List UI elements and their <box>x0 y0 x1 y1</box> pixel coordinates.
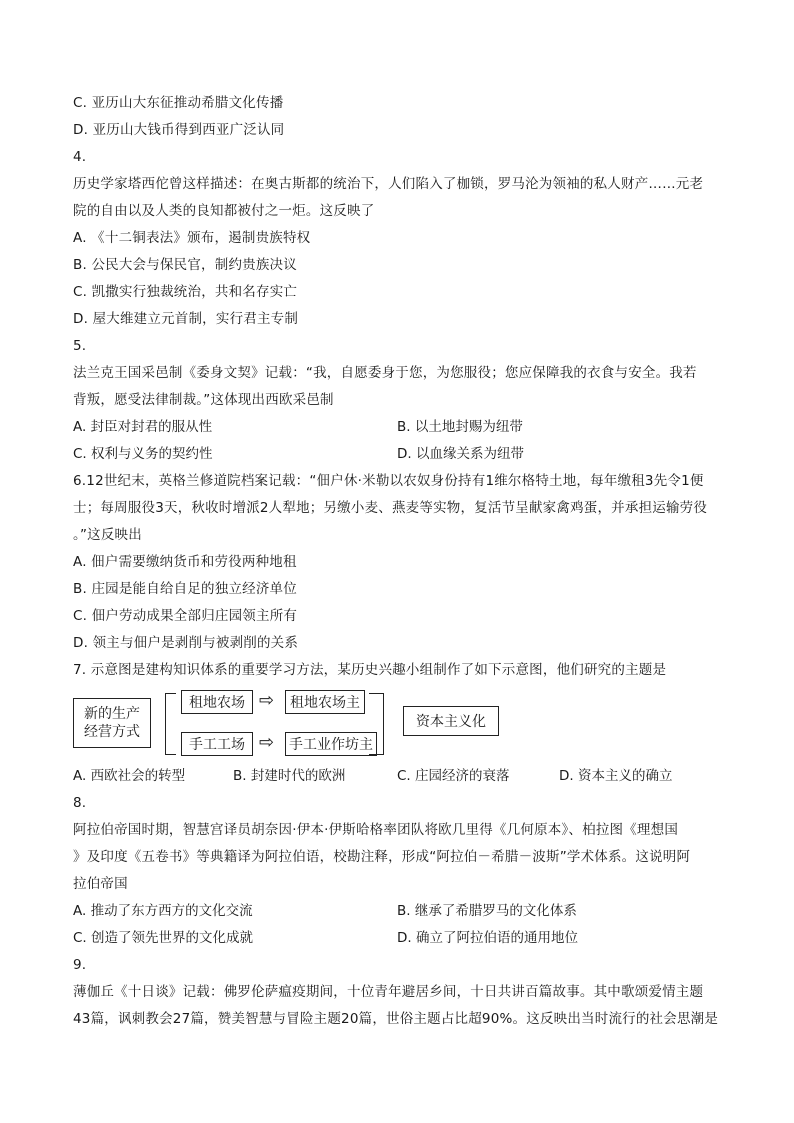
q4-option-b: B. 公民大会与保民官，制约贵族决议 <box>73 257 297 273</box>
diagram-rented-farm-owner-box: 租地农场主 <box>285 690 365 714</box>
q7-option-b: B. 封建时代的欧洲 <box>233 768 346 784</box>
q8-number: 8. <box>73 795 87 811</box>
diagram-new-production-line1: 新的生产 <box>84 706 140 722</box>
q5-stem-line2: 背叛，愿受法律制裁。”这体现出西欧采邑制 <box>73 392 334 408</box>
diagram-left-bracket <box>165 693 176 755</box>
q9-stem-line2: 43篇，讽刺教会27篇，赞美智慧与冒险主题20篇，世俗主题占比超90%。这反映出当时流行的社会思潮是 <box>73 1011 719 1027</box>
q6-option-a: A. 佃户需要缴纳货币和劳役两种地租 <box>73 554 297 570</box>
q8-option-c: C. 创造了领先世界的文化成就 <box>73 930 254 946</box>
diagram-capitalization-box: 资本主义化 <box>403 706 499 736</box>
q4-stem-line1: 历史学家塔西佗曾这样描述：在奥古斯都的统治下，人们陷入了枷锁，罗马沦为领袖的私人财产……元老 <box>73 176 704 192</box>
q5-option-d: D. 以血缘关系为纽带 <box>397 446 524 462</box>
q4-stem-line2: 院的自由以及人类的良知都被付之一炬。这反映了 <box>73 203 375 219</box>
q5-number: 5. <box>73 338 87 354</box>
diagram-rented-farm-box: 租地农场 <box>181 690 253 714</box>
q6-stem-line1: 6.12世纪末，英格兰修道院档案记载：“佃户休·米勒以农奴身份持有1维尔格特土地，每年缴租3先令1便 <box>73 473 704 489</box>
q4-number: 4. <box>73 149 87 165</box>
q6-option-d: D. 领主与佃户是剥削与被剥削的关系 <box>73 635 299 651</box>
q7-diagram <box>73 690 503 756</box>
q8-stem-line2: 》及印度《五卷书》等典籍译为阿拉伯语，校勘注释，形成“阿拉伯－希腊－波斯”学术体系。这说明阿 <box>73 849 691 865</box>
diagram-arrow-bottom-icon: ⇨ <box>259 732 275 753</box>
q9-stem-line1: 薄伽丘《十日谈》记载：佛罗伦萨瘟疫期间，十位青年避居乡间，十日共讲百篇故事。其中歌颂爱情主题 <box>73 984 704 1000</box>
q8-stem-line1: 阿拉伯帝国时期，智慧宫译员胡奈因·伊本·伊斯哈格率团队将欧几里得《几何原本》、柏拉图《理想国 <box>73 822 679 838</box>
q7-stem: 7. 示意图是建构知识体系的重要学习方法，某历史兴趣小组制作了如下示意图，他们研究的主题是 <box>73 662 667 678</box>
q4-option-d: D. 屋大维建立元首制，实行君主专制 <box>73 311 299 327</box>
q9-number: 9. <box>73 957 87 973</box>
q6-stem-line2: 士；每周服役3天，秋收时增派2人犁地；另缴小麦、燕麦等实物，复活节呈献家禽鸡蛋，并承担运输劳役 <box>73 500 708 516</box>
q5-option-a: A. 封臣对封君的服从性 <box>73 419 213 435</box>
diagram-right-bracket <box>369 693 384 755</box>
q7-option-c: C. 庄园经济的衰落 <box>397 768 510 784</box>
q7-option-d: D. 资本主义的确立 <box>559 768 673 784</box>
q5-option-b: B. 以土地封赐为纽带 <box>397 419 523 435</box>
q5-stem-line1: 法兰克王国采邑制《委身文契》记载：“我，自愿委身于您，为您服役；您应保障我的衣食与安全。我若 <box>73 365 697 381</box>
q8-option-d: D. 确立了阿拉伯语的通用地位 <box>397 930 578 946</box>
q6-option-b: B. 庄园是能自给自足的独立经济单位 <box>73 581 297 597</box>
diagram-arrow-top-icon: ⇨ <box>259 690 275 711</box>
diagram-new-production-box <box>73 698 151 748</box>
q7-option-a: A. 西欧社会的转型 <box>73 768 186 784</box>
diagram-workshop-box: 手工工场 <box>181 732 253 756</box>
q6-option-c: C. 佃户劳动成果全部归庄园领主所有 <box>73 608 298 624</box>
diagram-workshop-owner-box: 手工业作坊主 <box>285 732 377 756</box>
q5-option-c: C. 权利与义务的契约性 <box>73 446 213 462</box>
q8-option-b: B. 继承了希腊罗马的文化体系 <box>397 903 577 919</box>
q3-option-c: C. 亚历山大东征推动希腊文化传播 <box>73 95 284 111</box>
q4-option-c: C. 凯撒实行独裁统治，共和名存实亡 <box>73 284 298 300</box>
q4-option-a: A. 《十二铜表法》颁布，遏制贵族特权 <box>73 230 311 246</box>
q6-stem-line3: 。”这反映出 <box>73 527 142 543</box>
q8-stem-line3: 拉伯帝国 <box>73 876 128 892</box>
q3-option-d: D. 亚历山大钱币得到西亚广泛认同 <box>73 122 285 138</box>
q8-option-a: A. 推动了东方西方的文化交流 <box>73 903 253 919</box>
diagram-new-production-line2: 经营方式 <box>84 724 140 740</box>
